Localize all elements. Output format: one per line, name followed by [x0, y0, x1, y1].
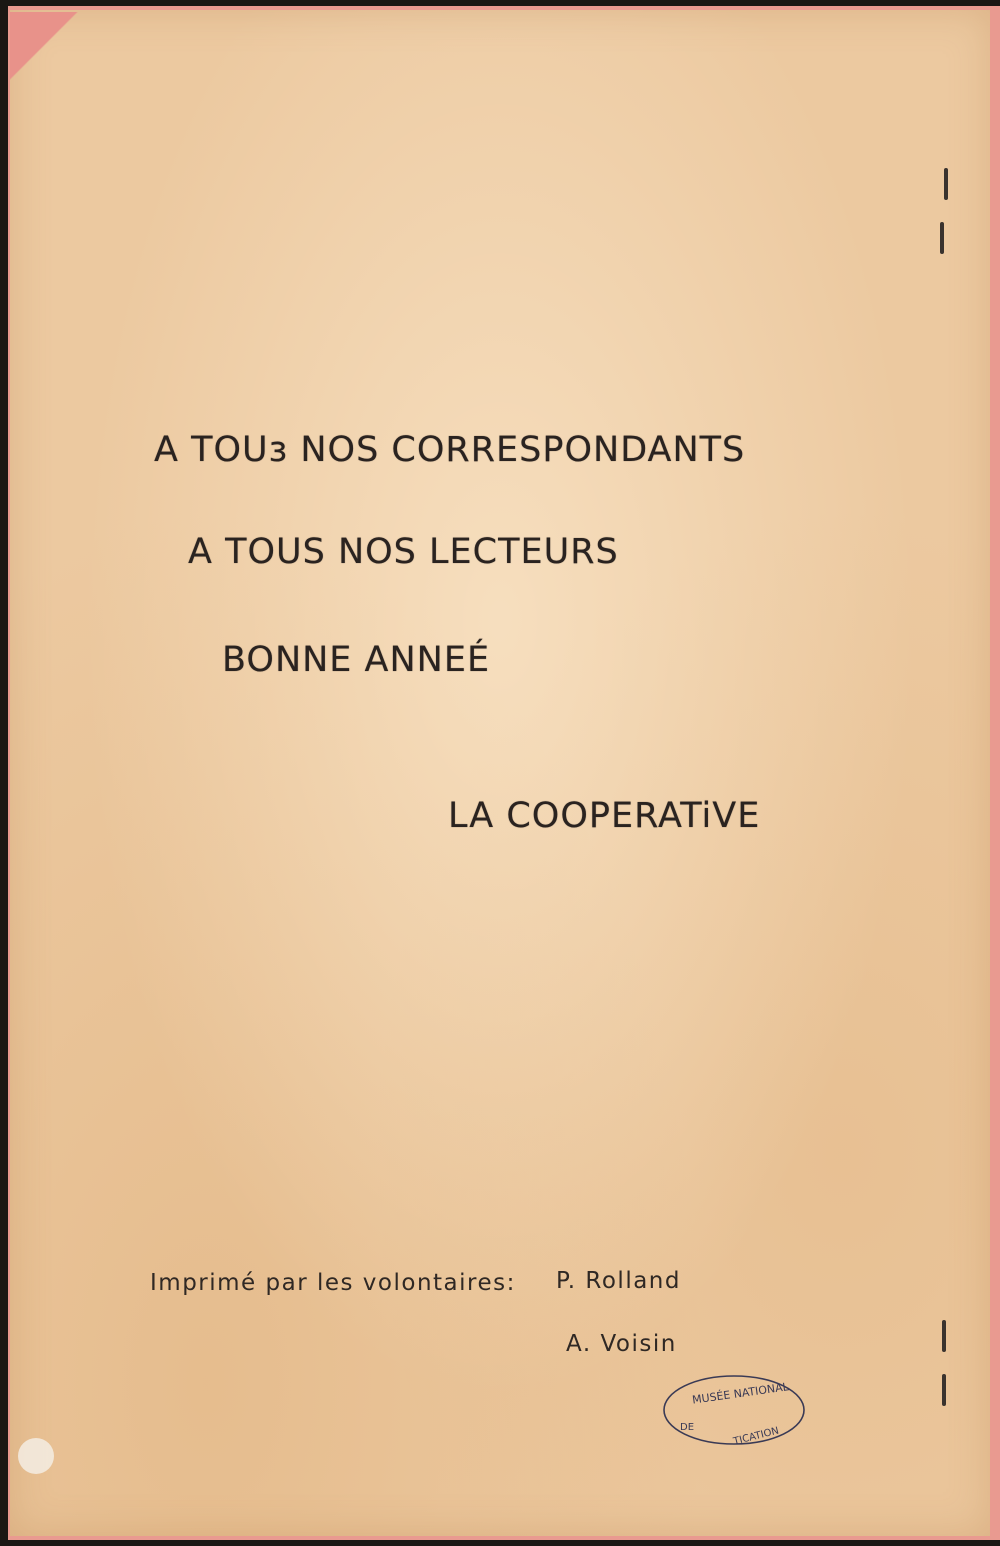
printer-name-voisin: A. Voisin [566, 1331, 677, 1357]
museum-stamp [660, 1372, 808, 1448]
paper-blemish [18, 1438, 54, 1474]
museum-stamp-graphic [660, 1372, 808, 1448]
printed-by-label: Imprimé par les volontaires: [150, 1270, 516, 1296]
greeting-line-correspondents: A TOUз NOS CORRESPONDANTS [154, 430, 746, 470]
staple-top-1 [944, 168, 948, 200]
greeting-line-new-year: BONNE ANNEÉ [222, 640, 491, 680]
stamp-top-text: MUSÉE NATIONAL [691, 1380, 790, 1407]
staple-bottom-1 [942, 1320, 946, 1352]
stamp-bottom-text: TICATION [732, 1425, 781, 1448]
paper-sheet [10, 10, 990, 1536]
folded-corner [10, 12, 80, 132]
greeting-line-readers: A TOUS NOS LECTEURS [188, 532, 619, 572]
signature-cooperative: LA COOPERATiVE [448, 796, 761, 836]
printer-name-rolland: P. Rolland [556, 1268, 681, 1294]
stamp-mid-text: DE [680, 1422, 695, 1433]
staple-top-2 [940, 222, 944, 254]
staple-bottom-2 [942, 1374, 946, 1406]
